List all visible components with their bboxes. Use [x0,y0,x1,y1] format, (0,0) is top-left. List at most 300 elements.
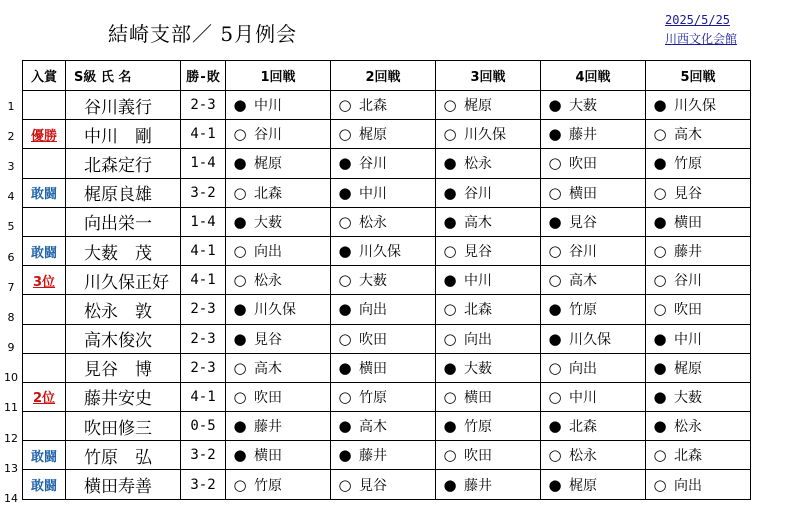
award-column-header: 入賞 [23,61,66,91]
round-result [331,324,436,353]
loss-mark-icon: ● [443,212,457,231]
opponent-name: 吹田 [674,302,702,319]
opponent-name: 高木 [254,360,282,377]
round-result [541,236,646,265]
win-mark-icon: ○ [233,242,247,261]
opponent-name: 川久保 [674,98,716,115]
player-name: 向出栄一 [66,207,181,236]
event-date: 2025/5/25 [665,13,731,27]
award-label: 敢闘 [30,187,57,203]
round-result [436,266,541,295]
row-number: 2 [7,129,15,143]
round-result [331,353,436,382]
round-result [436,441,541,470]
opponent-name: 北森 [359,98,387,115]
award-cell [23,266,66,295]
opponent-name: 中川 [359,185,387,202]
round-result [541,266,646,295]
award-cell [23,412,66,441]
win-mark-icon: ○ [548,387,562,406]
round-result [331,295,436,324]
row-number: 3 [7,159,15,173]
round-result [331,91,436,120]
win-mark-icon: ○ [338,329,352,348]
round-4-header: 4回戦 [541,61,646,91]
opponent-name: 谷川 [359,156,387,173]
opponent-name: 吹田 [359,331,387,348]
round-result [541,324,646,353]
win-mark-icon: ○ [233,387,247,406]
win-loss: 3-2 [181,178,226,207]
award-cell [23,120,66,149]
win-loss: 4-1 [181,120,226,149]
opponent-name: 竹原 [674,156,702,173]
win-mark-icon: ○ [548,358,562,377]
opponent-name: 梶原 [254,156,282,173]
loss-mark-icon: ● [233,417,247,436]
opponent-name: 見谷 [674,185,702,202]
row-number: 13 [4,461,18,475]
win-loss: 4-1 [181,266,226,295]
opponent-name: 中川 [254,98,282,115]
round-result [541,441,646,470]
win-mark-icon: ○ [443,96,457,115]
row-number: 7 [7,280,15,294]
opponent-name: 大薮 [674,389,702,406]
opponent-name: 竹原 [569,302,597,319]
win-mark-icon: ○ [653,300,667,319]
opponent-name: 松永 [254,273,282,290]
player-name: 中川 剛 [66,120,181,149]
row-number: 4 [7,190,15,204]
table-row [23,91,751,120]
row-number-column [0,91,22,514]
round-result [436,178,541,207]
win-mark-icon: ○ [443,242,457,261]
win-mark-icon: ○ [233,125,247,144]
player-name: 川久保正好 [66,266,181,295]
loss-mark-icon: ● [548,329,562,348]
header-row [23,61,751,91]
table-row [23,266,751,295]
opponent-name: 高木 [674,127,702,144]
win-loss: 2-3 [181,295,226,324]
opponent-name: 見谷 [569,214,597,231]
loss-mark-icon: ● [338,183,352,202]
win-mark-icon: ○ [653,183,667,202]
event-venue: 川西文化会館 [665,32,738,46]
opponent-name: 大薮 [359,273,387,290]
win-mark-icon: ○ [548,154,562,173]
award-cell [23,207,66,236]
opponent-name: 見谷 [464,244,492,261]
round-result [331,412,436,441]
table-row [23,441,751,470]
opponent-name: 大薮 [569,98,597,115]
opponent-name: 竹原 [464,419,492,436]
loss-mark-icon: ● [653,96,667,115]
table-row [23,207,751,236]
award-cell [23,353,66,382]
round-5-header: 5回戦 [646,61,751,91]
loss-mark-icon: ● [548,125,562,144]
table-row [23,295,751,324]
player-name: 大薮 茂 [66,236,181,265]
opponent-name: 北森 [464,302,492,319]
opponent-name: 向出 [359,302,387,319]
award-label: 2位 [32,391,56,407]
table-row [23,236,751,265]
opponent-name: 川久保 [569,331,611,348]
round-result [226,382,331,411]
player-name: 竹原 弘 [66,441,181,470]
win-loss: 2-3 [181,324,226,353]
loss-mark-icon: ● [653,329,667,348]
loss-mark-icon: ● [548,300,562,319]
opponent-name: 藤井 [464,477,492,494]
loss-mark-icon: ● [338,300,352,319]
round-result [226,353,331,382]
loss-mark-icon: ● [338,242,352,261]
award-cell [23,178,66,207]
round-result [331,236,436,265]
round-result [226,266,331,295]
loss-mark-icon: ● [233,446,247,465]
opponent-name: 見谷 [254,331,282,348]
award-label: 敢闘 [30,479,57,495]
round-result [646,382,751,411]
opponent-name: 中川 [464,273,492,290]
opponent-name: 梶原 [464,98,492,115]
player-name: 梶原良雄 [66,178,181,207]
round-result [541,178,646,207]
win-mark-icon: ○ [338,125,352,144]
opponent-name: 中川 [674,331,702,348]
round-result [436,382,541,411]
opponent-name: 大薮 [254,214,282,231]
round-result [541,295,646,324]
opponent-name: 谷川 [569,244,597,261]
opponent-name: 北森 [674,448,702,465]
opponent-name: 川久保 [254,302,296,319]
round-result [436,120,541,149]
win-loss: 3-2 [181,470,226,499]
award-cell [23,236,66,265]
round-result [646,120,751,149]
loss-mark-icon: ● [653,212,667,231]
round-result [331,266,436,295]
opponent-name: 藤井 [359,448,387,465]
opponent-name: 向出 [254,244,282,261]
opponent-name: 横田 [464,389,492,406]
loss-mark-icon: ● [548,212,562,231]
round-result [541,207,646,236]
opponent-name: 吹田 [569,156,597,173]
win-mark-icon: ○ [338,475,352,494]
row-number: 5 [7,220,15,234]
loss-mark-icon: ● [548,96,562,115]
table-row [23,412,751,441]
loss-mark-icon: ● [548,417,562,436]
loss-mark-icon: ● [443,271,457,290]
win-mark-icon: ○ [443,329,457,348]
loss-mark-icon: ● [233,329,247,348]
loss-mark-icon: ● [338,446,352,465]
table-row [23,120,751,149]
round-result [331,470,436,499]
award-cell [23,295,66,324]
opponent-name: 大薮 [464,360,492,377]
round-result [436,470,541,499]
win-loss: 4-1 [181,382,226,411]
row-number: 1 [7,99,15,113]
opponent-name: 川久保 [464,127,506,144]
award-cell [23,324,66,353]
opponent-name: 向出 [464,331,492,348]
player-name: 北森定行 [66,149,181,178]
round-result [436,295,541,324]
award-label: 優勝 [30,128,57,144]
opponent-name: 向出 [674,477,702,494]
player-name: 横田寿善 [66,470,181,499]
round-result [226,441,331,470]
round-result [436,412,541,441]
round-result [331,178,436,207]
win-mark-icon: ○ [233,358,247,377]
table-row [23,353,751,382]
round-result [541,149,646,178]
round-result [646,207,751,236]
opponent-name: 松永 [674,419,702,436]
opponent-name: 松永 [464,156,492,173]
table-row [23,382,751,411]
win-mark-icon: ○ [653,125,667,144]
win-mark-icon: ○ [233,271,247,290]
award-label: 敢闘 [30,245,57,261]
round-result [331,149,436,178]
opponent-name: 竹原 [359,389,387,406]
table-row [23,149,751,178]
loss-mark-icon: ● [443,475,457,494]
round-result [646,412,751,441]
round-result [226,236,331,265]
round-result [541,120,646,149]
opponent-name: 見谷 [359,477,387,494]
win-loss: 2-3 [181,91,226,120]
round-result [646,178,751,207]
opponent-name: 横田 [569,185,597,202]
page-title: 結崎支部／ 5月例会 [108,22,298,46]
player-name: 松永 敦 [66,295,181,324]
round-result [226,324,331,353]
win-loss: 1-4 [181,207,226,236]
opponent-name: 谷川 [674,273,702,290]
loss-mark-icon: ● [443,358,457,377]
award-cell [23,149,66,178]
win-loss: 4-1 [181,236,226,265]
name-column-header: S級 氏 名 [66,61,181,91]
round-result [646,470,751,499]
loss-mark-icon: ● [548,475,562,494]
loss-mark-icon: ● [233,212,247,231]
opponent-name: 松永 [569,448,597,465]
player-name: 見谷 博 [66,353,181,382]
loss-mark-icon: ● [443,183,457,202]
round-result [436,91,541,120]
win-mark-icon: ○ [653,271,667,290]
round-result [226,120,331,149]
round-result [541,91,646,120]
round-result [436,353,541,382]
round-result [226,149,331,178]
round-3-header: 3回戦 [436,61,541,91]
award-cell [23,91,66,120]
round-result [646,353,751,382]
opponent-name: 藤井 [569,127,597,144]
round-result [436,149,541,178]
round-result [331,441,436,470]
player-name: 吹田修三 [66,412,181,441]
player-name: 高木俊次 [66,324,181,353]
opponent-name: 北森 [254,185,282,202]
opponent-name: 吹田 [254,389,282,406]
round-result [646,441,751,470]
round-2-header: 2回戦 [331,61,436,91]
opponent-name: 藤井 [674,244,702,261]
loss-mark-icon: ● [653,387,667,406]
table-row [23,178,751,207]
round-result [541,470,646,499]
win-mark-icon: ○ [338,96,352,115]
win-mark-icon: ○ [233,475,247,494]
score-column-header: 勝-敗 [181,61,226,91]
opponent-name: 竹原 [254,477,282,494]
results-table [22,60,751,500]
round-result [331,120,436,149]
win-mark-icon: ○ [653,475,667,494]
round-result [226,470,331,499]
opponent-name: 横田 [254,448,282,465]
win-mark-icon: ○ [338,271,352,290]
loss-mark-icon: ● [653,417,667,436]
round-result [646,266,751,295]
win-loss: 0-5 [181,412,226,441]
loss-mark-icon: ● [443,154,457,173]
round-result [541,353,646,382]
round-result [226,91,331,120]
opponent-name: 川久保 [359,244,401,261]
loss-mark-icon: ● [233,154,247,173]
opponent-name: 中川 [569,389,597,406]
win-mark-icon: ○ [653,446,667,465]
player-name: 谷川義行 [66,91,181,120]
win-loss: 2-3 [181,353,226,382]
opponent-name: 高木 [569,273,597,290]
award-label: 3位 [32,274,56,290]
opponent-name: 梶原 [674,360,702,377]
loss-mark-icon: ● [338,417,352,436]
win-loss: 1-4 [181,149,226,178]
loss-mark-icon: ● [443,417,457,436]
row-number: 9 [7,341,15,355]
award-cell [23,441,66,470]
opponent-name: 谷川 [254,127,282,144]
round-result [646,149,751,178]
win-mark-icon: ○ [443,125,457,144]
round-result [331,207,436,236]
award-label: 敢闘 [30,449,57,465]
win-mark-icon: ○ [548,446,562,465]
opponent-name: 梶原 [359,127,387,144]
table-row [23,324,751,353]
round-result [226,207,331,236]
opponent-name: 梶原 [569,477,597,494]
round-result [331,382,436,411]
opponent-name: 谷川 [464,185,492,202]
loss-mark-icon: ● [233,96,247,115]
opponent-name: 松永 [359,214,387,231]
row-number: 8 [7,310,15,324]
loss-mark-icon: ● [338,154,352,173]
opponent-name: 横田 [359,360,387,377]
award-cell [23,382,66,411]
win-mark-icon: ○ [338,212,352,231]
player-name: 藤井安史 [66,382,181,411]
round-result [226,295,331,324]
loss-mark-icon: ● [338,358,352,377]
round-1-header: 1回戦 [226,61,331,91]
win-mark-icon: ○ [233,183,247,202]
round-result [541,382,646,411]
opponent-name: 横田 [674,214,702,231]
win-mark-icon: ○ [653,242,667,261]
award-cell [23,470,66,499]
opponent-name: 藤井 [254,419,282,436]
opponent-name: 吹田 [464,448,492,465]
round-result [646,236,751,265]
loss-mark-icon: ● [653,154,667,173]
win-mark-icon: ○ [443,446,457,465]
win-mark-icon: ○ [548,242,562,261]
round-result [226,412,331,441]
opponent-name: 向出 [569,360,597,377]
win-mark-icon: ○ [443,300,457,319]
opponent-name: 高木 [464,214,492,231]
loss-mark-icon: ● [233,300,247,319]
loss-mark-icon: ● [653,358,667,377]
round-result [436,207,541,236]
round-result [646,91,751,120]
round-result [541,412,646,441]
row-number: 14 [4,492,18,506]
win-loss: 3-2 [181,441,226,470]
win-mark-icon: ○ [548,183,562,202]
round-result [436,236,541,265]
table-row [23,470,751,499]
round-result [646,324,751,353]
opponent-name: 北森 [569,419,597,436]
round-result [436,324,541,353]
row-number: 6 [7,250,15,264]
round-result [646,295,751,324]
win-mark-icon: ○ [548,271,562,290]
win-mark-icon: ○ [338,387,352,406]
row-number: 10 [4,371,18,385]
row-number: 11 [4,401,18,415]
round-result [226,178,331,207]
opponent-name: 高木 [359,419,387,436]
row-number: 12 [4,431,18,445]
